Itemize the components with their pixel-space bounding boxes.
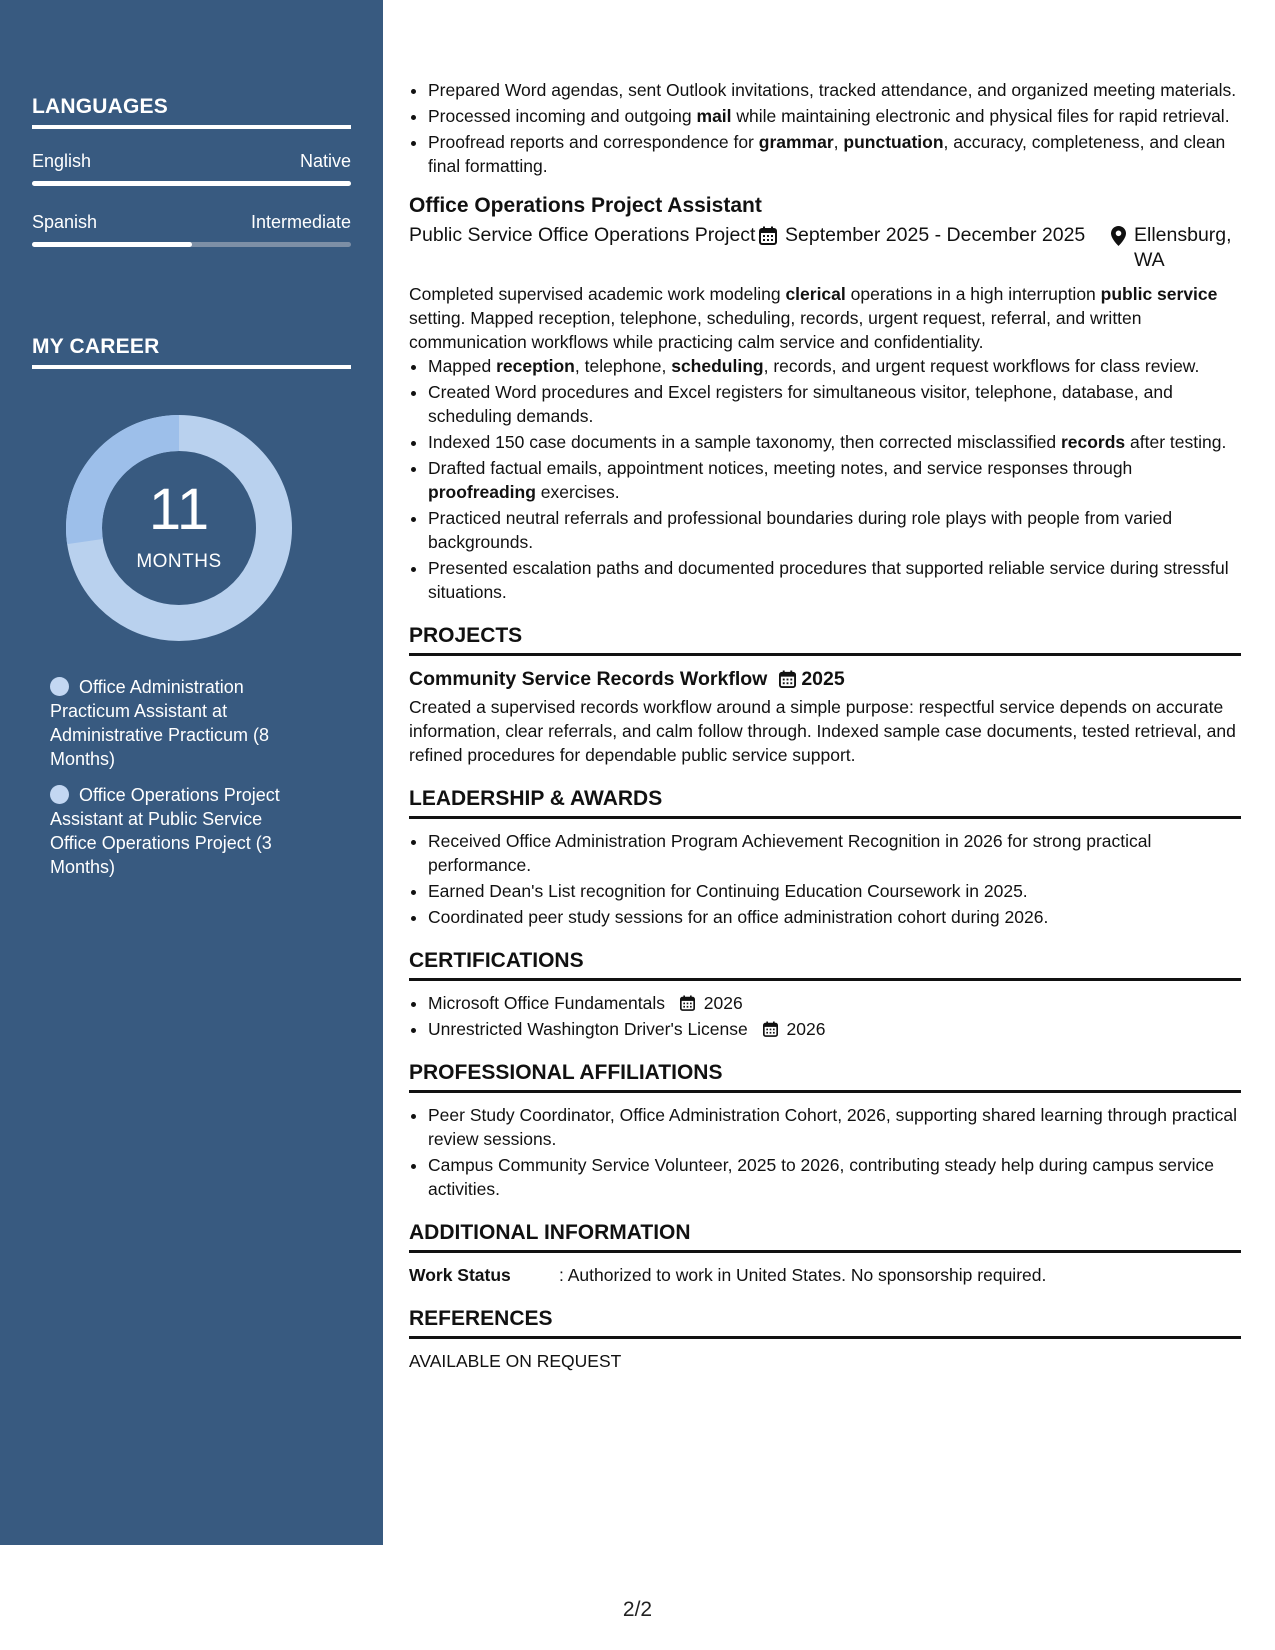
language-name: Spanish bbox=[32, 212, 98, 232]
certification-name: Unrestricted Washington Driver's License bbox=[428, 1019, 748, 1039]
bullet-item: • Indexed 150 case documents in a sample taxonomy, then corrected misclassified records after testing. bbox=[428, 430, 1241, 454]
bullet-item: • Earned Dean's List recognition for Continuing Education Coursework in 2025. bbox=[428, 879, 1241, 903]
work-status-value: : Authorized to work in United States. No sponsorship required. bbox=[559, 1265, 1047, 1285]
career-donut-chart bbox=[66, 415, 292, 641]
bullet-item: • Campus Community Service Volunteer, 2025 to 2026, contributing steady help during campus service activities. bbox=[428, 1153, 1241, 1201]
project-title: Community Service Records Workflow bbox=[409, 668, 768, 690]
certifications-list bbox=[409, 991, 1241, 1041]
language-name: English bbox=[32, 151, 92, 171]
bullet-item: • Mapped reception, telephone, scheduling, records, and urgent request workflows for class review. bbox=[428, 354, 1241, 378]
bullet-item: • Coordinated peer study sessions for an office administration cohort during 2026. bbox=[428, 905, 1241, 929]
bullet-item: • Practiced neutral referrals and professional boundaries during role plays with people from varied backgrounds. bbox=[428, 506, 1241, 554]
bullet-item: • Drafted factual emails, appointment notices, meeting notes, and service responses through proofreading exercises. bbox=[428, 456, 1241, 504]
job-dates-text: September 2025 - December 2025 bbox=[785, 224, 1086, 246]
career-item-text: Office Operations Project Assistant at Public Service Office Operations Project (3 Months) bbox=[50, 785, 280, 877]
references-heading: REFERENCES bbox=[409, 1305, 1241, 1339]
projects-heading: PROJECTS bbox=[409, 622, 1241, 656]
references-text: AVAILABLE ON REQUEST bbox=[409, 1351, 622, 1371]
languages-heading: LANGUAGES bbox=[32, 95, 351, 129]
leadership-heading: LEADERSHIP & AWARDS bbox=[409, 785, 1241, 819]
job-location-text: Ellensburg, WA bbox=[1134, 224, 1232, 271]
language-level: Intermediate bbox=[250, 212, 351, 232]
job-location bbox=[1111, 223, 1241, 273]
language-item-spanish bbox=[32, 212, 351, 247]
language-level-bar bbox=[32, 181, 351, 186]
language-level-fill bbox=[32, 242, 192, 247]
main-column bbox=[409, 78, 1241, 1373]
project-description: Created a supervised records workflow around a simple purpose: respectful service depends on accurate information, clear referrals, and calm follow through. Indexed sample case documents, tested retrieval, and refined procedures for dependable public service support. bbox=[409, 697, 1236, 765]
career-dot-icon bbox=[50, 677, 69, 696]
job-meta bbox=[409, 223, 1241, 273]
experience-top-bullets bbox=[409, 78, 1241, 178]
additional-info-heading: ADDITIONAL INFORMATION bbox=[409, 1219, 1241, 1253]
career-total-unit: MONTHS bbox=[136, 551, 222, 572]
bullet-item: • Peer Study Coordinator, Office Administration Cohort, 2026, supporting shared learning through practical review sessions. bbox=[428, 1103, 1241, 1151]
career-heading: MY CAREER bbox=[32, 335, 351, 369]
bullet-item: • Processed incoming and outgoing mail while maintaining electronic and physical files for rapid retrieval. bbox=[428, 104, 1241, 128]
job-bullets bbox=[409, 354, 1241, 604]
career-total-number: 11 bbox=[148, 477, 210, 542]
language-level: Native bbox=[299, 151, 351, 171]
job-dates bbox=[759, 223, 1111, 273]
sidebar bbox=[0, 0, 383, 1545]
bullet-item: • Prepared Word agendas, sent Outlook invitations, tracked attendance, and organized meeting materials. bbox=[428, 78, 1241, 102]
work-status-row bbox=[409, 1263, 1241, 1287]
language-level-bar bbox=[32, 242, 351, 247]
certification-name: Microsoft Office Fundamentals bbox=[428, 993, 665, 1013]
job-title: Office Operations Project Assistant bbox=[409, 194, 762, 217]
calendar-icon bbox=[779, 670, 796, 688]
career-item bbox=[50, 675, 310, 771]
location-pin-icon bbox=[1111, 226, 1126, 246]
language-item-english bbox=[32, 151, 351, 186]
career-list bbox=[50, 675, 310, 891]
certification-year: 2026 bbox=[786, 1019, 826, 1039]
certification-year: 2026 bbox=[703, 993, 743, 1013]
calendar-icon bbox=[759, 226, 777, 245]
language-level-fill bbox=[32, 181, 351, 186]
bullet-item: • Created Word procedures and Excel registers for simultaneous visitor, telephone, database, and scheduling demands. bbox=[428, 380, 1241, 428]
languages-section bbox=[32, 95, 351, 247]
career-dot-icon bbox=[50, 785, 69, 804]
career-section bbox=[32, 335, 351, 369]
affiliations-heading: PROFESSIONAL AFFILIATIONS bbox=[409, 1059, 1241, 1093]
job-company: Public Service Office Operations Project bbox=[409, 224, 756, 246]
bullet-item: • Presented escalation paths and documented procedures that supported reliable service during stressful situations. bbox=[428, 556, 1241, 604]
leadership-list bbox=[409, 829, 1241, 929]
project-title-row bbox=[409, 666, 1241, 692]
job-description: Completed supervised academic work modeling clerical operations in a high interruption public service setting. Mapped reception, telephone, scheduling, records, urgent request, referral, and written communication workflows while practicing calm service and confidentiality. bbox=[409, 284, 1218, 352]
certification-item bbox=[428, 1017, 1241, 1041]
project-year: 2025 bbox=[801, 668, 845, 690]
work-status-label: Work Status bbox=[409, 1265, 511, 1285]
certifications-heading: CERTIFICATIONS bbox=[409, 947, 1241, 981]
career-item bbox=[50, 783, 310, 879]
bullet-item: • Proofread reports and correspondence for grammar, punctuation, accuracy, completeness, and clean final formatting. bbox=[428, 130, 1241, 178]
page-number: 2/2 bbox=[622, 1598, 653, 1621]
certification-item bbox=[428, 991, 1241, 1015]
calendar-icon bbox=[680, 995, 695, 1011]
calendar-icon bbox=[763, 1021, 778, 1037]
affiliations-list bbox=[409, 1103, 1241, 1201]
career-item-text: Office Administration Practicum Assistant at Administrative Practicum (8 Months) bbox=[50, 677, 270, 769]
bullet-item: • Received Office Administration Program Achievement Recognition in 2026 for strong practical performance. bbox=[428, 829, 1241, 877]
